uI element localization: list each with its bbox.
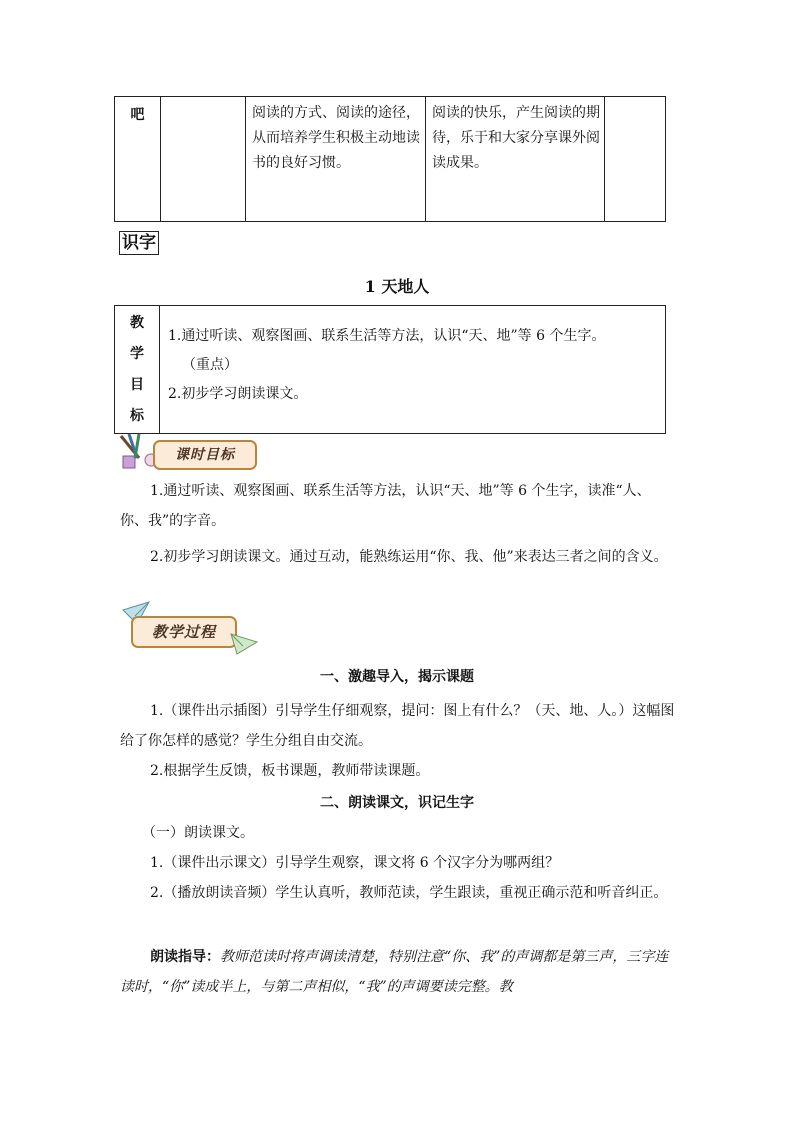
- class-goal-item: 2.初步学习朗读课文。通过互动，能熟练运用“你、我、他”来表达三者之间的含义。: [150, 549, 668, 565]
- goal-line-2: 2.初步学习朗读课文。: [168, 386, 308, 402]
- prev-table-cell-goal: 阅读的快乐，产生阅读的期待，乐于和大家分享课外阅读成果。: [426, 97, 605, 222]
- class-goal-banner-label: 课时目标: [153, 440, 257, 470]
- prev-table-row-label: 吧: [115, 97, 161, 222]
- process-section-1: [120, 696, 676, 786]
- process-paragraph: （一）朗读课文。: [142, 825, 254, 841]
- label-char: 标: [130, 408, 144, 424]
- process-banner-label: 教学过程: [131, 616, 237, 648]
- label-char: 教: [130, 315, 144, 331]
- class-goal-banner: [117, 432, 257, 472]
- teaching-goal-label: [115, 306, 160, 434]
- teaching-goal-table: [114, 305, 666, 434]
- process-heading-2: 二、朗读课文，识记生字: [320, 795, 474, 811]
- paper-plane-icon: [229, 628, 259, 658]
- process-paragraph: 1.（课件出示插图）引导学生仔细观察，提问：图上有什么？（天、地、人。）这幅图给了你怎样的感觉？学生分组自由交流。: [120, 703, 675, 749]
- goal-line-1-key: （重点）: [182, 357, 238, 373]
- class-goals: [120, 476, 676, 572]
- lesson-title: 1 天地人: [364, 277, 430, 296]
- process-section-2: [120, 818, 676, 908]
- prev-table-cell-method: 阅读的方式、阅读的途径，从而培养学生积极主动地读书的良好习惯。: [246, 97, 426, 222]
- reading-guide: [120, 942, 676, 1002]
- process-banner: [117, 600, 262, 662]
- process-paragraph: 1.（课件出示课文）引导学生观察，课文将 6 个汉字分为哪两组？: [150, 855, 560, 871]
- reading-guide-text: 教师范读时将声调读清楚，特别注意“你、我”的声调都是第三声，三字连读时，“你”读成半上，与第二声相似，“我”的声调要读完整。教: [120, 949, 669, 995]
- teaching-goal-body: [160, 306, 666, 434]
- goal-line-1: 1.通过听读、观察图画、联系生活等方法，认识“天、地”等 6 个生字。: [168, 328, 606, 344]
- prev-table-cell-empty: [161, 97, 246, 222]
- prev-table-cell-empty-2: [605, 97, 666, 222]
- process-paragraph: 2.根据学生反馈，板书课题，教师带读课题。: [150, 763, 430, 779]
- label-char: 目: [130, 377, 144, 393]
- prev-table: [114, 96, 666, 222]
- label-char: 学: [130, 346, 144, 362]
- class-goal-item: 1.通过听读、观察图画、联系生活等方法，认识“天、地”等 6 个生字，读准“人、你、我”的字音。: [120, 483, 651, 529]
- reading-guide-label: 朗读指导：: [150, 949, 220, 965]
- section-tag: 识字: [119, 231, 159, 255]
- process-heading-1: 一、激趣导入，揭示课题: [320, 669, 474, 685]
- process-paragraph: 2.（播放朗读音频）学生认真听，教师范读，学生跟读，重视正确示范和听音纠正。: [150, 885, 668, 901]
